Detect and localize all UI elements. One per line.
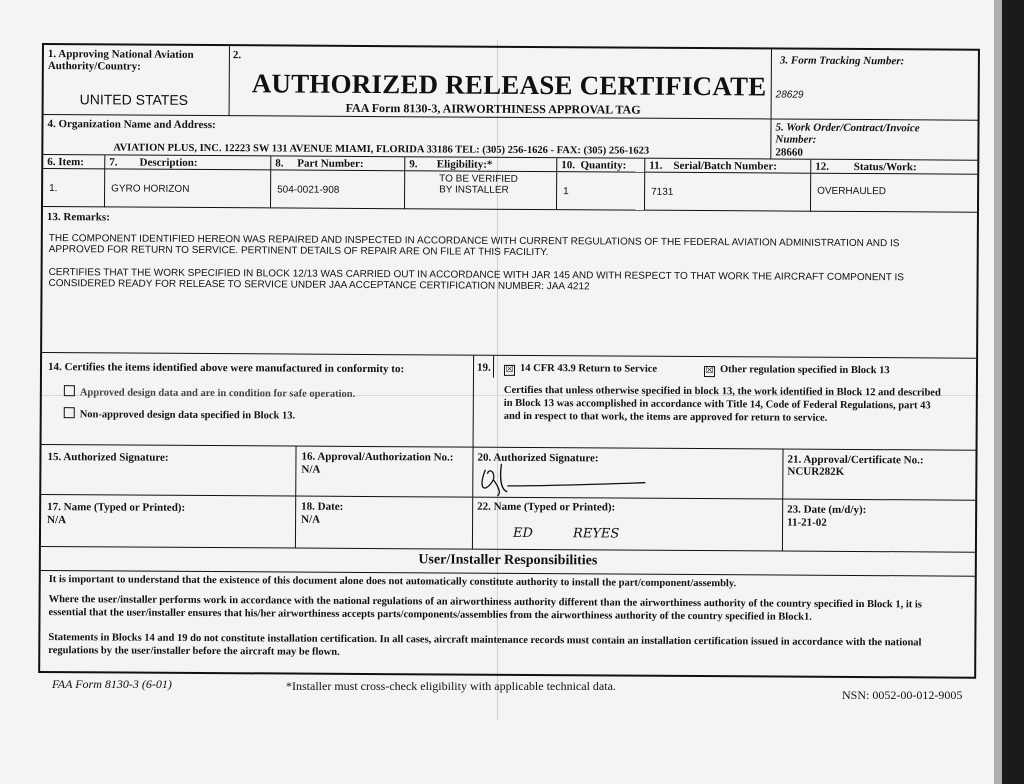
printed-name-handwritten: ED REYES	[512, 525, 620, 542]
authorized-signature-image	[475, 460, 665, 499]
approved-design-label: Approved design data and are in condition for safe operation.	[79, 387, 356, 400]
block-1	[44, 45, 230, 116]
block-1-label: 1. Approving National Aviation Authority/Country:	[47, 48, 194, 73]
scan-dark-edge	[1002, 0, 1024, 784]
block-13-label: 13. Remarks:	[46, 211, 110, 224]
certificate-title: AUTHORIZED RELEASE CERTIFICATE	[251, 68, 767, 102]
header-part-number: 8. Part Number:	[271, 156, 405, 171]
header-item: 6. Item:	[43, 155, 105, 169]
block-3-label: 3. Form Tracking Number:	[779, 54, 905, 68]
form-tracking-number: 28629	[775, 89, 804, 101]
certificate-subtitle: FAA Form 8130-3, AIRWORTHINESS APPROVAL TAG	[345, 100, 641, 117]
block-2-label: 2.	[232, 49, 242, 62]
non-approved-design-label: Non-approved design data specified in Block 13.	[79, 409, 296, 422]
block-18	[296, 497, 473, 550]
responsibilities-p3: Statements in Blocks 14 and 19 do not constitute installation certification. In all cases, aircraft maintenance records must contain an installation certification issued in accordance with the national regulations by the user/installer before the aircraft may be flown.	[48, 632, 922, 658]
header-description: 7. Description:	[105, 155, 271, 170]
cfr-43-9-label: 14 CFR 43.9 Return to Service	[519, 362, 658, 375]
approval-authorization-number: N/A	[301, 463, 321, 476]
header-eligibility: 9. Eligibility:*	[405, 157, 557, 172]
block-23	[783, 500, 975, 553]
block-14-label: 14. Certifies the items identified above were manufactured in conformity to:	[47, 361, 405, 376]
block-14-option-approved	[64, 385, 355, 401]
block-4	[43, 115, 771, 159]
block-15-label: 15. Authorized Signature:	[47, 451, 169, 464]
responsibilities-p2: Where the user/installer performs work in accordance with the national regulations of an airworthiness authority different than the airworthiness authority of the country specified in Block 1, it is essential that the user/installer ensures that his/her airworthiness accepts parts/components/assemblies from the airworthiness authority of the country specified in Block1.	[48, 594, 922, 623]
row-quantity: 1	[557, 172, 645, 211]
block-5-label: 5. Work Order/Contract/Invoice Number:	[775, 121, 920, 146]
cfr-43-9-checkbox[interactable]: ☒	[505, 364, 514, 375]
work-order-number: 28660	[775, 146, 803, 159]
block-5	[771, 119, 977, 160]
block-19-statement: Certifies that unless otherwise specified in block 13, the work identified in Block 12 and described in Block 13 was accomplished in accordance with Title 14, Code of Federal Regulations, part 43 and in respect to that work, the items are approved for return to service.	[503, 384, 941, 424]
date-23: 11-21-02	[787, 516, 827, 529]
block-14	[42, 353, 475, 448]
block-3	[772, 49, 978, 120]
block-19-option-other	[704, 363, 890, 378]
name-typed-17: N/A	[47, 514, 67, 527]
certificate-form	[38, 43, 980, 679]
approval-certificate-number: NCUR282K	[787, 465, 845, 478]
header-quantity: 10. Quantity:	[557, 158, 645, 173]
block-16-label: 16. Approval/Authorization No.:	[301, 450, 454, 464]
block-22	[473, 498, 783, 552]
block-21	[783, 450, 975, 501]
responsibilities-heading: User/Installer Responsibilities	[418, 552, 598, 569]
header-status: 12. Status/Work:	[811, 160, 977, 175]
form-id: FAA Form 8130-3 (6-01)	[52, 677, 172, 691]
responsibilities-body	[40, 571, 975, 677]
row-item: 1.	[43, 169, 105, 207]
date-18: N/A	[301, 513, 321, 526]
row-description: GYRO HORIZON	[105, 169, 271, 208]
block-4-label: 4. Organization Name and Address:	[47, 118, 216, 132]
organization-address: AVIATION PLUS, INC. 12223 SW 131 AVENUE MIAMI, FLORIDA 33186 TEL: (305) 256-1626 - FAX: (305) 256-1623	[113, 142, 650, 157]
eligibility-note: *Installer must cross-check eligibility with applicable technical data.	[286, 679, 616, 693]
block-2	[230, 46, 772, 119]
row-serial: 7131	[645, 173, 811, 212]
block-19-label: 19.	[474, 356, 494, 378]
block-19	[474, 356, 977, 451]
block-1-value: UNITED STATES	[79, 91, 189, 108]
block-20-label: 20. Authorized Signature:	[477, 451, 599, 465]
block-19-option-cfr	[504, 362, 657, 377]
other-regulation-label: Other regulation specified in Block 13	[719, 364, 890, 377]
block-16	[296, 447, 473, 498]
block-23-label: 23. Date (m/d/y):	[787, 503, 867, 517]
responsibilities-p1: It is important to understand that the existence of this document alone does not automatically constitute authority to install the part/component/assembly.	[48, 574, 737, 590]
block-20	[473, 448, 783, 500]
block-15	[41, 445, 296, 497]
block-13	[42, 207, 977, 359]
remarks-paragraph-2: CERTIFIES THAT THE WORK SPECIFIED IN BLOCK 12/13 WAS CARRIED OUT IN ACCORDANCE WITH JAR 145 AND WITH RESPECT TO THAT WORK THE AIRCRAFT COMPONENT IS CONSIDERED READY FOR RELEASE TO SERVICE UNDER JAA ACCEPTANCE CERTIFICATION NUMBER: JAA 4212	[48, 267, 904, 293]
remarks-paragraph-1: THE COMPONENT IDENTIFIED HEREON WAS REPAIRED AND INSPECTED IN ACCORDANCE WITH CURRENT REGULATIONS OF THE FEDERAL AVIATION ADMINISTRATION AND IS APPROVED FOR RETURN TO SERVICE. PERTINENT DETAILS OF REPAIR ARE ON FILE AT THIS FACILITY.	[48, 233, 900, 259]
block-17-label: 17. Name (Typed or Printed):	[47, 501, 186, 514]
block-21-label: 21. Approval/Certificate No.:	[787, 453, 924, 467]
row-status: OVERHAULED	[811, 174, 977, 213]
nsn-number: NSN: 0052-00-012-9005	[842, 688, 963, 702]
block-22-label: 22. Name (Typed or Printed):	[477, 500, 616, 514]
scan-shadow	[994, 0, 1002, 784]
block-14-option-nonapproved	[64, 407, 295, 422]
other-regulation-checkbox[interactable]: ☒	[705, 366, 714, 377]
non-approved-design-checkbox[interactable]	[64, 407, 75, 418]
header-serial: 11. Serial/Batch Number:	[645, 159, 811, 174]
block-18-label: 18. Date:	[301, 500, 344, 513]
row-eligibility: TO BE VERIFIED BY INSTALLER	[405, 171, 557, 210]
block-17	[41, 495, 296, 549]
row-part-number: 504-0021-908	[271, 170, 405, 209]
approved-design-checkbox[interactable]	[64, 385, 75, 396]
